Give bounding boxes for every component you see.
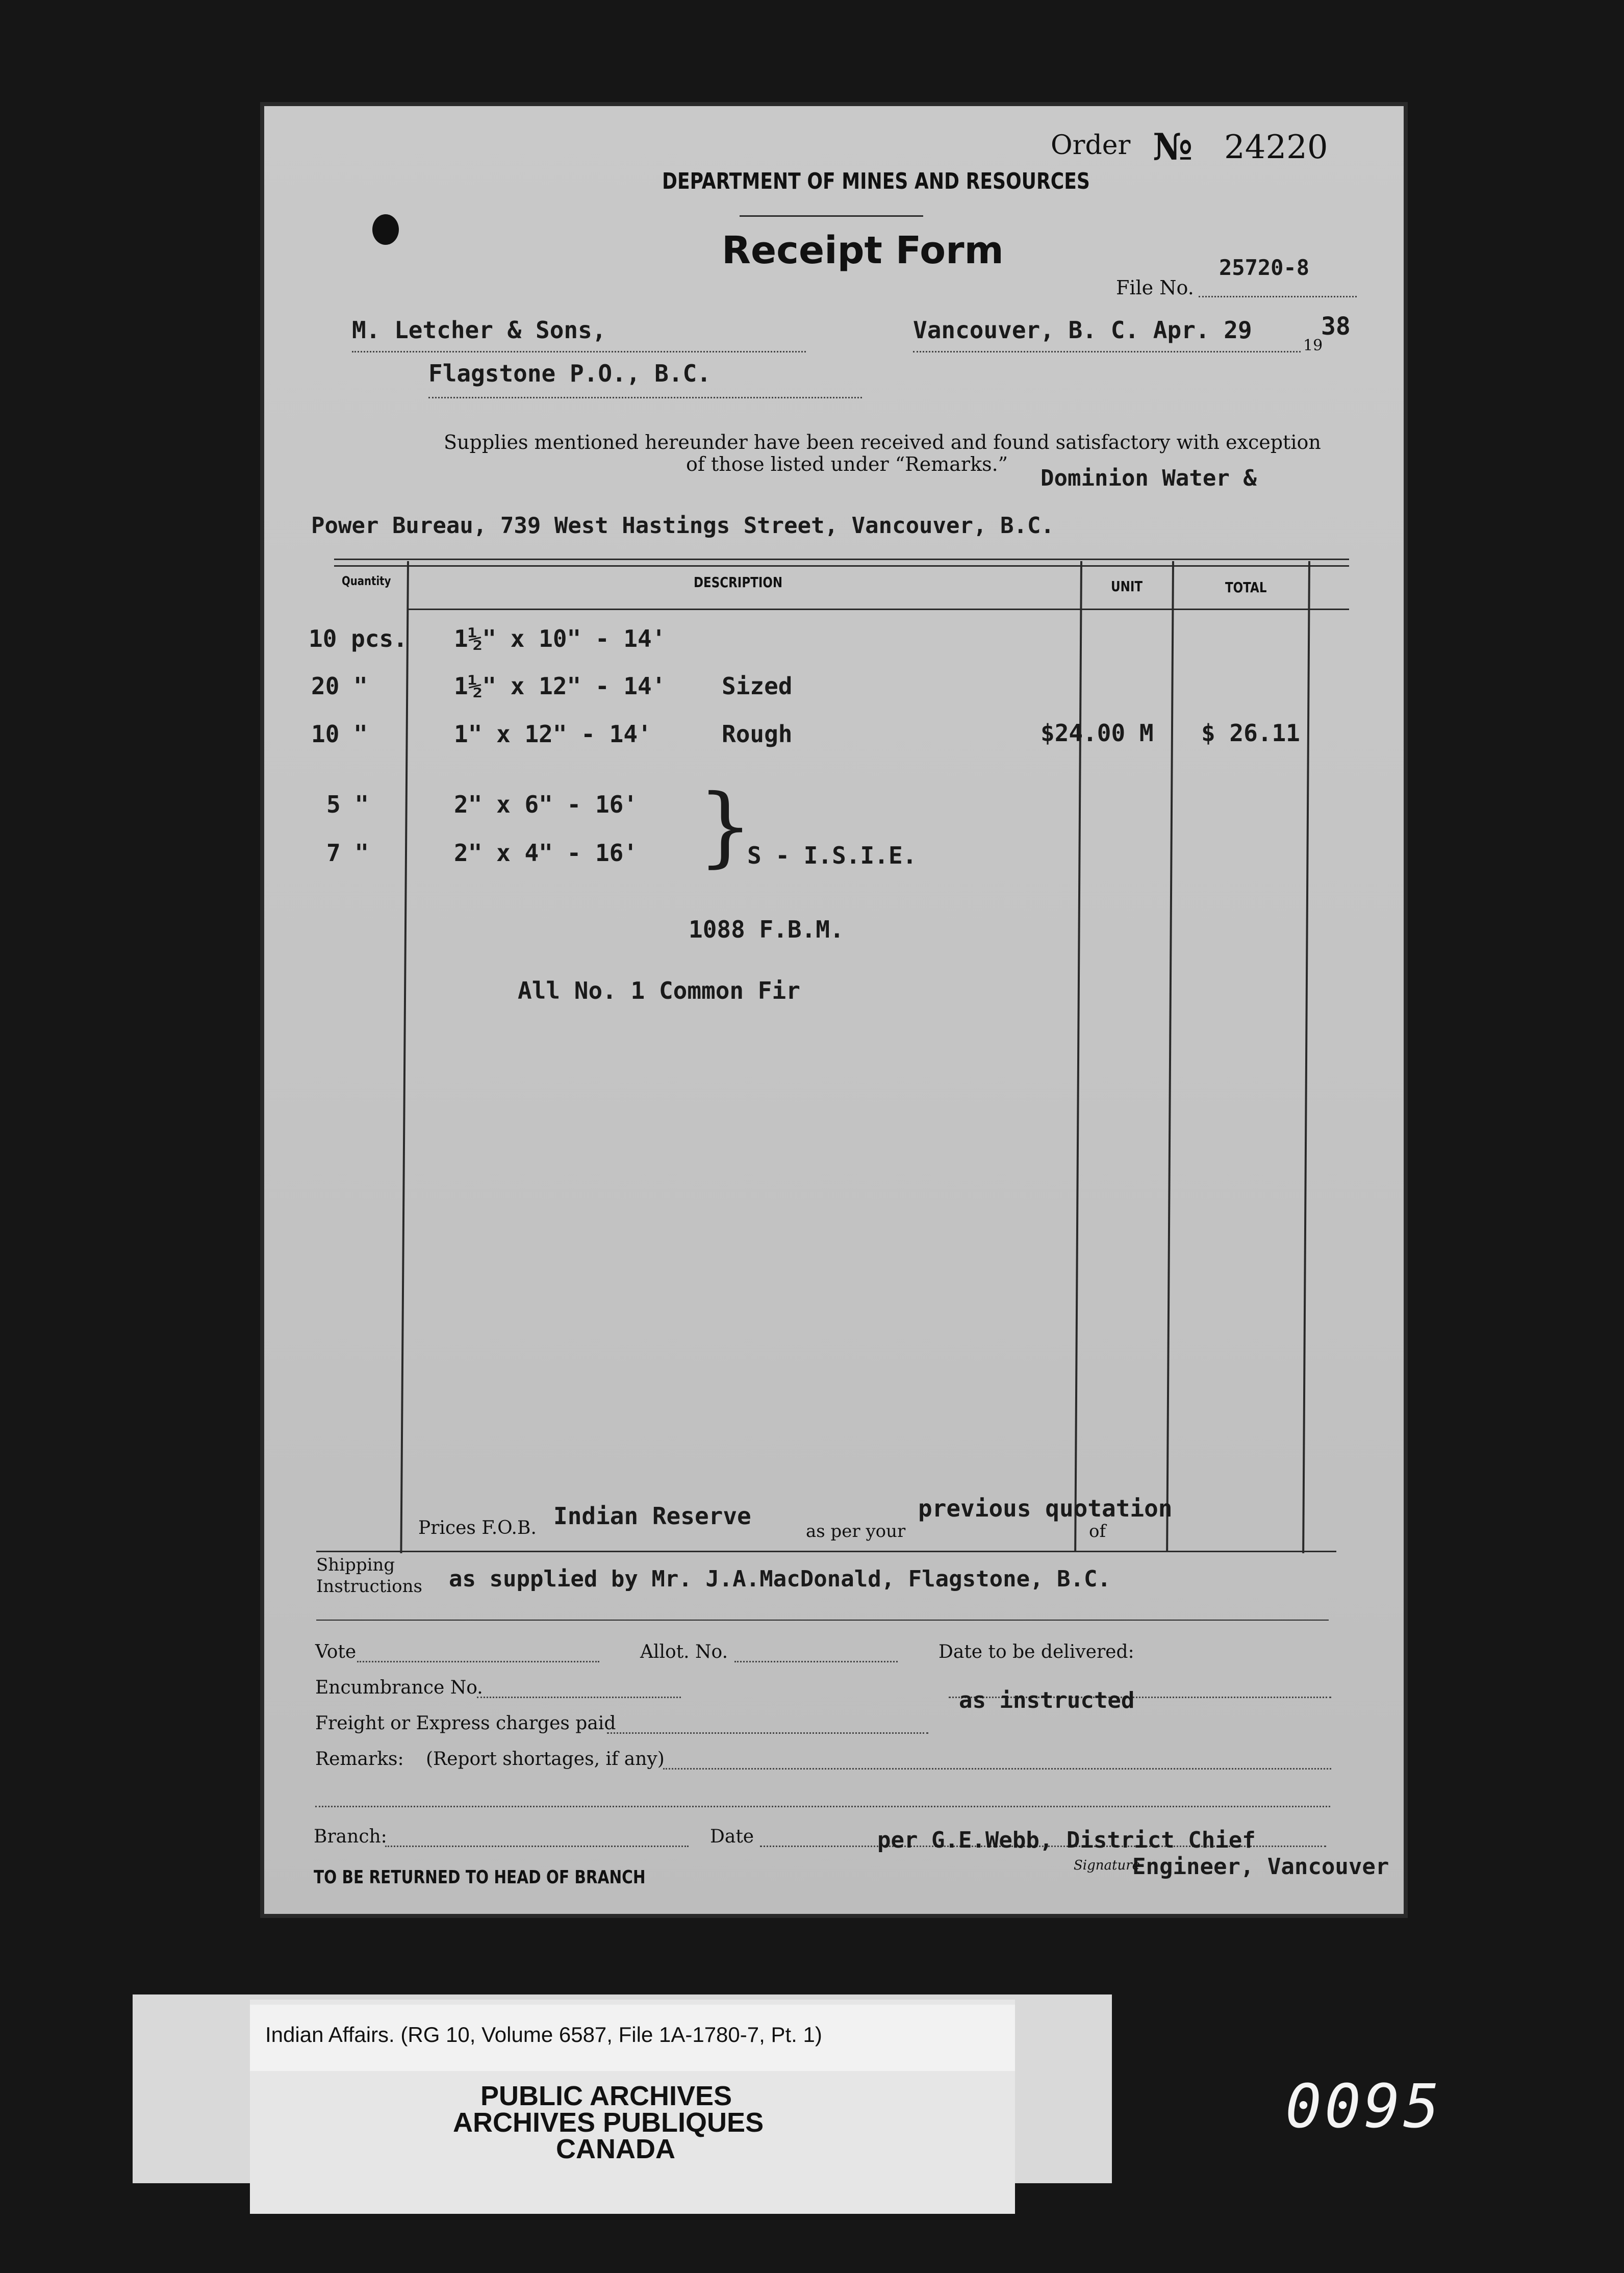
statement-line-1: Supplies mentioned hereunder have been received and found satisfactory with exception	[444, 431, 1321, 453]
header-unit: UNIT	[1111, 578, 1143, 595]
supplier-line-1	[352, 351, 806, 352]
black-dot-mark	[372, 214, 399, 245]
shipping-instructions-value: as supplied by Mr. J.A.MacDonald, Flagstone, B.C.	[449, 1566, 1111, 1592]
row-5-description: 2" x 4" - 16'	[454, 839, 638, 867]
archive-line-2: ARCHIVES PUBLIQUES	[453, 2107, 764, 2138]
row-1-quantity: 10 pcs.	[309, 625, 408, 652]
date-to-be-delivered-label: Date to be delivered:	[938, 1641, 1134, 1662]
signature-value-2: Engineer, Vancouver	[1132, 1854, 1389, 1880]
place-and-date: Vancouver, B. C. Apr. 29	[913, 316, 1252, 344]
freight-line	[607, 1732, 928, 1734]
shipping-label-1: Shipping	[316, 1555, 395, 1575]
shipping-label-2: Instructions	[316, 1576, 422, 1597]
remarks-line-1	[663, 1768, 1331, 1770]
date-to-be-delivered-value: as instructed	[959, 1687, 1135, 1713]
vote-label: Vote	[315, 1641, 357, 1662]
file-number: 25720-8	[1219, 255, 1310, 280]
branch-label: Branch:	[314, 1826, 387, 1847]
allot-no-line	[734, 1661, 898, 1662]
header-description: DESCRIPTION	[694, 574, 783, 591]
as-per-your-label: as per your	[806, 1521, 906, 1542]
consignee-line-1: Dominion Water &	[1041, 465, 1257, 491]
row-5-note: S - I.S.I.E.	[747, 842, 917, 869]
year-suffix: 38	[1321, 312, 1351, 341]
row-2-note: Sized	[722, 672, 793, 700]
place-date-line	[913, 351, 1301, 352]
table-top-rule-1	[334, 559, 1349, 560]
remarks-line-2	[315, 1806, 1330, 1807]
consignee-line-2: Power Bureau, 739 West Hastings Street, Vancouver, B.C.	[311, 513, 1054, 539]
prices-fob-label: Prices F.O.B.	[418, 1518, 537, 1538]
header-quantity: Quantity	[342, 574, 391, 588]
row-4-description: 2" x 6" - 16'	[454, 791, 638, 818]
row-5-quantity: 7 "	[326, 839, 369, 867]
form-title: Receipt Form	[722, 229, 1004, 272]
prices-fob-value: Indian Reserve	[553, 1502, 751, 1530]
row-1-description: 1½" x 10" - 14'	[454, 625, 666, 652]
date-label: Date	[710, 1826, 754, 1847]
allot-no-label: Allot. No.	[640, 1641, 728, 1662]
table-top-rule-2	[334, 565, 1349, 567]
supplier-address: Flagstone P.O., B.C.	[428, 360, 711, 387]
order-label: Order	[1051, 130, 1131, 161]
row-4-quantity: 5 "	[326, 791, 369, 818]
quotation-value: previous quotation	[918, 1495, 1173, 1522]
board-feet-total: 1088 F.B.M.	[689, 916, 844, 943]
header-total: TOTAL	[1225, 579, 1267, 596]
statement-line-2: of those listed under “Remarks.”	[686, 453, 1008, 475]
grouping-brace: }	[698, 776, 753, 877]
archive-reference: Indian Affairs. (RG 10, Volume 6587, File 1A-1780-7, Pt. 1)	[265, 2023, 822, 2047]
year-prefix: 19	[1303, 337, 1323, 355]
table-bottom-rule	[316, 1551, 1336, 1552]
encumbrance-line	[477, 1697, 681, 1698]
branch-line	[385, 1846, 689, 1847]
lumber-grade: All No. 1 Common Fir	[518, 977, 800, 1004]
encumbrance-label: Encumbrance No.	[315, 1677, 483, 1698]
shipping-bottom-rule	[316, 1620, 1329, 1621]
row-3-note: Rough	[722, 720, 793, 748]
archive-line-3: CANADA	[556, 2134, 675, 2164]
table-header-rule	[408, 609, 1349, 610]
supplier-line-2	[428, 397, 862, 398]
return-note: TO BE RETURNED TO HEAD OF BRANCH	[314, 1867, 646, 1888]
row-3-total: $ 26.11	[1201, 719, 1300, 747]
file-number-line	[1199, 296, 1357, 297]
row-2-quantity: 20 "	[311, 672, 368, 700]
vote-line	[357, 1661, 599, 1662]
signature-caption: Signature	[1074, 1858, 1140, 1873]
order-number-symbol: №	[1153, 125, 1193, 168]
row-3-unit-price: $24.00 M	[1041, 719, 1154, 747]
of-label: of	[1089, 1521, 1106, 1542]
row-3-quantity: 10 "	[311, 720, 368, 748]
row-3-description: 1" x 12" - 14'	[454, 720, 652, 748]
archive-line-1: PUBLIC ARCHIVES	[480, 2081, 732, 2111]
frame-counter: 0095	[1285, 2071, 1443, 2141]
row-2-description: 1½" x 12" - 14'	[454, 672, 666, 700]
supplier-name: M. Letcher & Sons,	[352, 316, 606, 344]
department-heading: DEPARTMENT OF MINES AND RESOURCES	[662, 168, 1090, 194]
order-number: 24220	[1224, 129, 1328, 166]
remarks-hint: (Report shortages, if any)	[426, 1749, 665, 1770]
freight-label: Freight or Express charges paid	[315, 1713, 616, 1734]
signature-value: per G.E.Webb, District Chief	[877, 1827, 1256, 1853]
remarks-label: Remarks:	[315, 1749, 404, 1770]
heading-rule	[740, 215, 923, 217]
file-number-label: File No.	[1116, 276, 1194, 299]
